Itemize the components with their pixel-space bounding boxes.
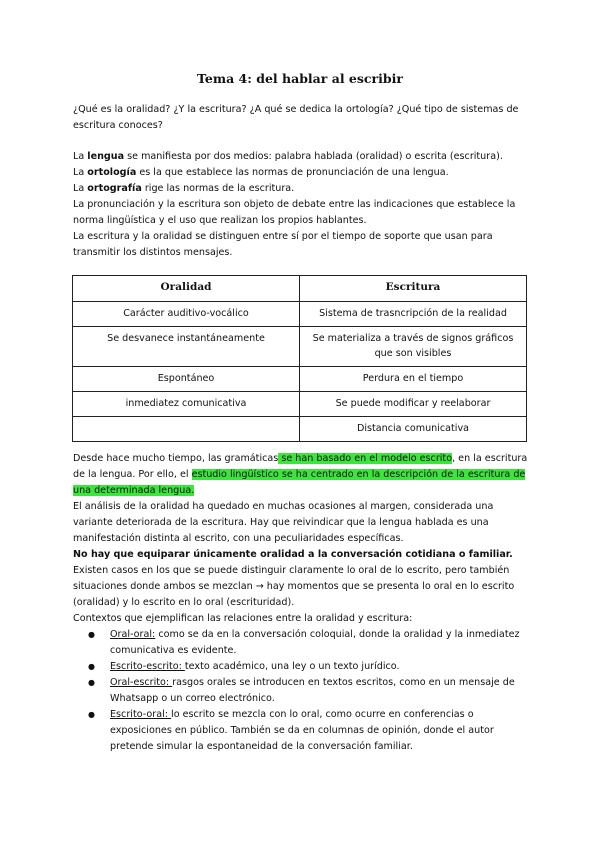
definitions	[73, 149, 533, 261]
table-header-row	[73, 276, 527, 302]
para-no-equiparar: No hay que equiparar únicamente oralidad a la conversación cotidiana o familiar.	[73, 549, 513, 560]
list-item: ● Escrito-oral: lo escrito se mezcla con lo oral, como ocurre en conferencias o exposiciones en público. También se da en columnas de opinión, donde el autor pretende simular la espontaneidad de la conversación familiar.	[73, 707, 533, 755]
table-cell: Sistema de trasncripción de la realidad	[300, 302, 527, 327]
def-ortologia: La ortología es la que establece las normas de pronunciación de una lengua.	[73, 167, 449, 178]
page-title: Tema 4: del hablar al escribir	[197, 71, 403, 86]
highlight-modelo-escrito: se han basado en el modelo escrito	[278, 453, 453, 464]
para-gramaticas: Desde hace mucho tiempo, las gramáticas se han basado en el modelo escrito, en la escritura de la lengua. Por ello, el estudio lingüístico se ha centrado en la descripción de la escritura de una determinada lengua.	[73, 453, 528, 496]
para-analisis: El análisis de la oralidad ha quedado en muchas ocasiones al margen, considerada una variante deteriorada de la escritura. Hay que reivindicar que la lengua hablada es una manifestación distinta al escrito, con una peculiaridades específicas.	[73, 501, 494, 544]
table-cell: Se materializa a través de signos gráficos que son visibles	[300, 327, 527, 367]
list-item: ● Oral-escrito: rasgos orales se introducen en textos escritos, como en un mensaje de Whatsapp o un correo electrónico.	[73, 675, 533, 707]
table-cell: Carácter auditivo-vocálico	[73, 302, 300, 327]
table-row	[73, 417, 527, 442]
def-lengua: La lengua se manifiesta por dos medios: palabra hablada (oralidad) o escrita (escritura).	[73, 151, 503, 162]
header-escritura: Escritura	[300, 276, 527, 302]
para-contextos: Contextos que ejemplifican las relaciones entre la oralidad y escritura:	[73, 613, 413, 624]
def-distinguen: La escritura y la oralidad se distinguen entre sí por el tiempo de soporte que usan para transmitir los distintos mensajes.	[73, 231, 493, 258]
table-cell: Espontáneo	[73, 367, 300, 392]
header-oralidad: Oralidad	[73, 276, 300, 302]
table-cell: Distancia comunicativa	[300, 417, 527, 442]
table-cell: Se puede modificar y reelaborar	[300, 392, 527, 417]
list-item: ● Oral-oral: como se da en la conversación coloquial, donde la oralidad y la inmediatez comunicativa es evidente.	[73, 627, 533, 659]
table-row	[73, 327, 527, 367]
list-item: ● Escrito-escrito: texto académico, una ley o un texto jurídico.	[73, 659, 533, 675]
contexts-list	[73, 627, 533, 755]
para-casos: Existen casos en los que se puede distinguir claramente lo oral de lo escrito, pero también situaciones donde ambos se mezclan → hay momentos que se presenta lo oral en lo escrito (oralidad) y lo escrito en lo oral (escrituridad).	[73, 565, 515, 608]
table-cell: inmediatez comunicativa	[73, 392, 300, 417]
table-cell: Perdura en el tiempo	[300, 367, 527, 392]
table-cell: Se desvanece instantáneamente	[73, 327, 300, 367]
body-text	[73, 451, 533, 755]
table-cell	[73, 417, 300, 442]
table-row	[73, 367, 527, 392]
highlight-estudio-linguistico: estudio lingüístico se ha centrado en la descripción de la escritura de una determinada lengua.	[73, 469, 526, 496]
def-pronunciacion: La pronunciación y la escritura son objeto de debate entre las indicaciones que establece la norma lingüística y el uso que realizan los propios hablantes.	[73, 199, 516, 226]
comparison-table	[72, 275, 527, 442]
def-ortografia: La ortografía rige las normas de la escritura.	[73, 183, 295, 194]
intro-questions	[73, 102, 533, 134]
table-row	[73, 302, 527, 327]
table-row	[73, 392, 527, 417]
questions-text: ¿Qué es la oralidad? ¿Y la escritura? ¿A qué se dedica la ortología? ¿Qué tipo de sistemas de escritura conoces?	[73, 104, 519, 131]
